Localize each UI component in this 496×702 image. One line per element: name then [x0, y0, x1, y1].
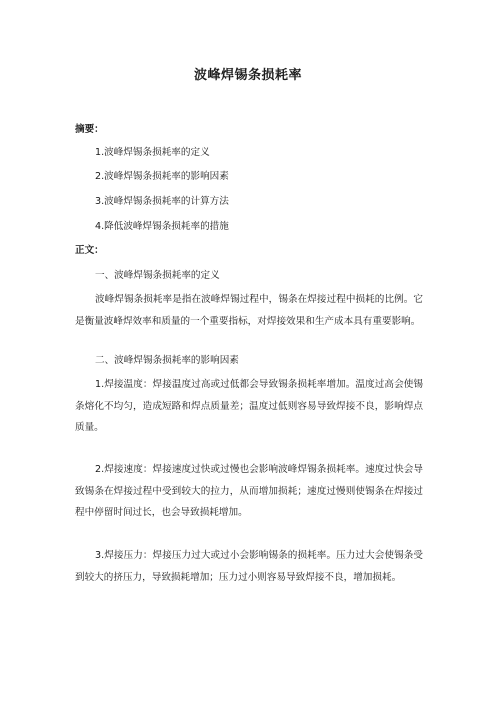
section-paragraph: 波峰焊锡条损耗率是指在波峰焊锡过程中，锡条在焊接过程中损耗的比例。它是衡量波峰焊效率和质量的一个重要指标，对焊接效果和生产成本具有重要影响。 [75, 294, 423, 327]
document-title: 波峰焊锡条损耗率 [193, 68, 302, 83]
body-heading: 正文： [75, 245, 104, 256]
abstract-item: 4.降低波峰焊锡条损耗率的措施 [95, 221, 229, 232]
abstract-item: 3.波峰焊锡条损耗率的计算方法 [95, 196, 229, 207]
abstract-item: 1.波峰焊锡条损耗率的定义 [95, 147, 210, 158]
abstract-heading: 摘要： [75, 124, 104, 135]
section-heading: 二、波峰焊锡条损耗率的影响因素 [95, 355, 239, 366]
section-heading: 一、波峰焊锡条损耗率的定义 [95, 270, 220, 281]
factor-paragraph: 1.焊接温度：焊接温度过高或过低都会导致锡条损耗率增加。温度过高会使锡条熔化不均匀，造成短路和焊点质量差；温度过低则容易导致焊接不良，影响焊点质量。 [75, 379, 423, 433]
factor-paragraph: 3.焊接压力：焊接压力过大或过小会影响锡条的损耗率。压力过大会使锡条受到较大的挤压力，导致损耗增加；压力过小则容易导致焊接不良，增加损耗。 [75, 550, 423, 583]
abstract-item: 2.波峰焊锡条损耗率的影响因素 [95, 171, 229, 182]
factor-paragraph: 2.焊接速度：焊接速度过快或过慢也会影响波峰焊锡条损耗率。速度过快会导致锡条在焊接过程中受到较大的拉力，从而增加损耗；速度过慢则使锡条在焊接过程中停留时间过长，也会导致损耗增加。 [75, 464, 423, 518]
